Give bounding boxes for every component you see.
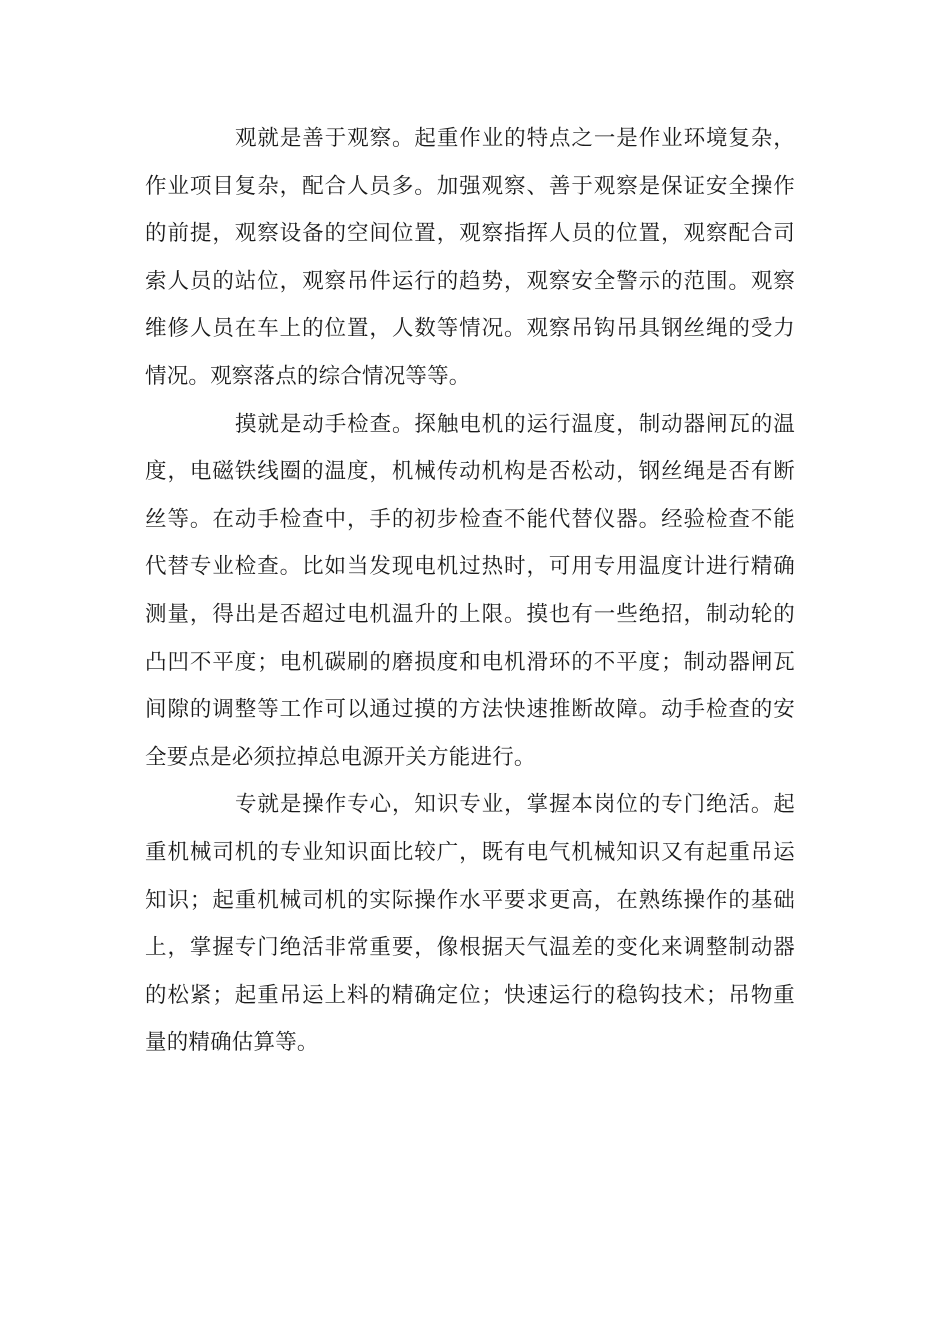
document-body <box>145 115 795 1067</box>
paragraph-specialize: 专就是操作专心，知识专业，掌握本岗位的专门绝活。起重机械司机的专业知识面比较广，既有电气机械知识又有起重吊运知识；起重机械司机的实际操作水平要求更高，在熟练操作的基础上，掌握专门绝活非常重要，像根据天气温差的变化来调整制动器的松紧；起重吊运上料的精确定位；快速运行的稳钩技术；吊物重量的精确估算等。 <box>145 792 795 1056</box>
paragraph-touch: 摸就是动手检查。探触电机的运行温度，制动器闸瓦的温度，电磁铁线圈的温度，机械传动机构是否松动，钢丝绳是否有断丝等。在动手检查中，手的初步检查不能代替仪器。经验检查不能代替专业检查。比如当发现电机过热时，可用专用温度计进行精确测量，得出是否超过电机温升的上限。摸也有一些绝招，制动轮的凸凹不平度；电机碳刷的磨损度和电机滑环的不平度；制动器闸瓦间隙的调整等工作可以通过摸的方法快速推断故障。动手检查的安全要点是必须拉掉总电源开关方能进行。 <box>145 411 795 770</box>
paragraph-observe: 观就是善于观察。起重作业的特点之一是作业环境复杂，作业项目复杂，配合人员多。加强观察、善于观察是保证安全操作的前提，观察设备的空间位置，观察指挥人员的位置，观察配合司索人员的站位，观察吊件运行的趋势，观察安全警示的范围。观察维修人员在车上的位置，人数等情况。观察吊钩吊具钢丝绳的受力情况。观察落点的综合情况等等。 <box>145 126 795 389</box>
